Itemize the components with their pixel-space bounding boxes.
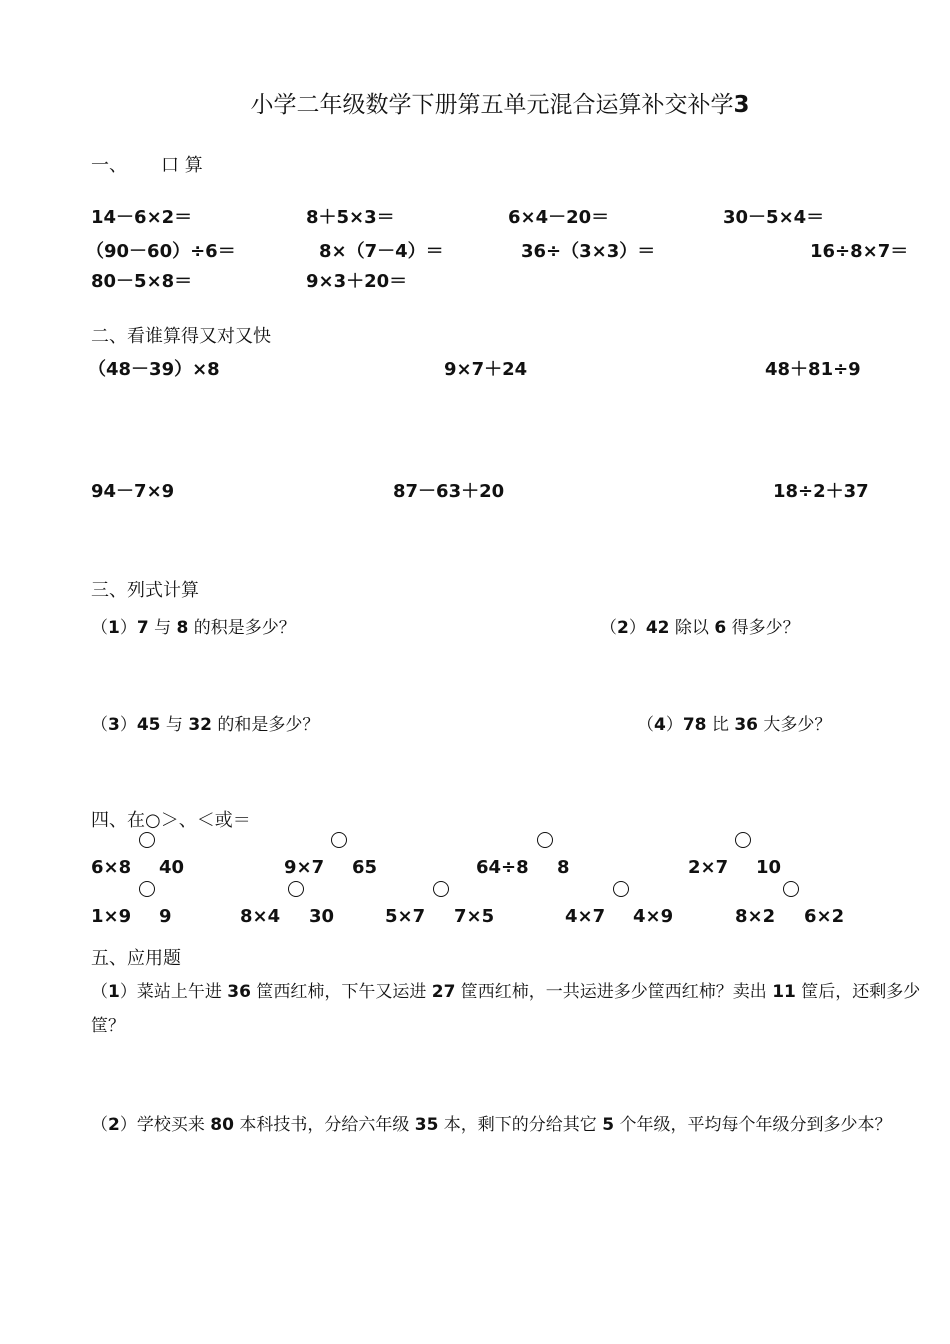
calc-item: 94－7×9	[91, 481, 175, 502]
oral-item: 9×3＋20＝	[306, 271, 408, 292]
compare-right: 4×9	[633, 906, 674, 927]
compare-right: 7×5	[454, 906, 495, 927]
oral-item: 16÷8×7＝	[810, 241, 909, 262]
compare-circle[interactable]	[139, 832, 155, 848]
compare-right: 10	[756, 857, 782, 878]
compare-circle[interactable]	[288, 881, 304, 897]
compare-left: 4×7	[565, 906, 606, 927]
section-1-heading: 一、 口 算	[91, 155, 203, 176]
compare-left: 8×2	[735, 906, 776, 927]
compare-circle[interactable]	[331, 832, 347, 848]
oral-item: 36÷（3×3）＝	[521, 241, 656, 262]
word-question-1: （1）7 与 8 的积是多少？	[91, 618, 296, 638]
calc-item: 87－63＋20	[393, 481, 505, 502]
compare-left: 5×7	[385, 906, 426, 927]
oral-item: 30－5×4＝	[723, 207, 825, 228]
title-number: 3	[733, 92, 750, 118]
oral-item: 8×（7－4）＝	[319, 241, 444, 262]
compare-right: 30	[309, 906, 335, 927]
section-4-heading: 四、在○＞、＜或＝	[91, 810, 251, 831]
compare-right: 65	[352, 857, 378, 878]
compare-right: 40	[159, 857, 185, 878]
section-3-heading: 三、列式计算	[91, 580, 199, 601]
word-question-2: （2）42 除以 6 得多少？	[600, 618, 800, 638]
compare-circle[interactable]	[139, 881, 155, 897]
calc-item: （48－39）×8	[88, 359, 220, 380]
word-question-3: （3）45 与 32 的和是多少？	[91, 715, 320, 735]
section-5-heading: 五、应用题	[91, 948, 181, 969]
compare-right: 9	[159, 906, 172, 927]
compare-circle[interactable]	[613, 881, 629, 897]
compare-left: 64÷8	[476, 857, 529, 878]
calc-item: 18÷2＋37	[773, 481, 869, 502]
page-title: 小学二年级数学下册第五单元混合运算补交补学3	[250, 92, 750, 118]
compare-circle[interactable]	[433, 881, 449, 897]
compare-right: 6×2	[804, 906, 845, 927]
compare-right: 8	[557, 857, 570, 878]
compare-left: 9×7	[284, 857, 325, 878]
compare-left: 6×8	[91, 857, 132, 878]
compare-circle[interactable]	[783, 881, 799, 897]
calc-item: 48＋81÷9	[765, 359, 861, 380]
oral-item: 14－6×2＝	[91, 207, 193, 228]
compare-circle[interactable]	[537, 832, 553, 848]
section-2-heading: 二、看谁算得又对又快	[91, 326, 271, 347]
word-question-4: （4）78 比 36 大多少？	[637, 715, 832, 735]
compare-left: 1×9	[91, 906, 132, 927]
application-problem-2: （2）学校买来 80 本科技书，分给六年级 35 本，剩下的分给其它 5 个年级，平均每个年级分到多少本？	[91, 1115, 892, 1135]
application-problem-1: （1）菜站上午进 36 筐西红柿，下午又运进 27 筐西红柿，一共运进多少筐西红柿？卖出 11 筐后，还剩多少筐？	[91, 982, 921, 1036]
compare-left: 2×7	[688, 857, 729, 878]
oral-item: （90－60）÷6＝	[86, 241, 236, 262]
compare-left: 8×4	[240, 906, 281, 927]
calc-item: 9×7＋24	[444, 359, 528, 380]
oral-item: 6×4－20＝	[508, 207, 610, 228]
oral-item: 80－5×8＝	[91, 271, 193, 292]
oral-item: 8＋5×3＝	[306, 207, 395, 228]
compare-circle[interactable]	[735, 832, 751, 848]
